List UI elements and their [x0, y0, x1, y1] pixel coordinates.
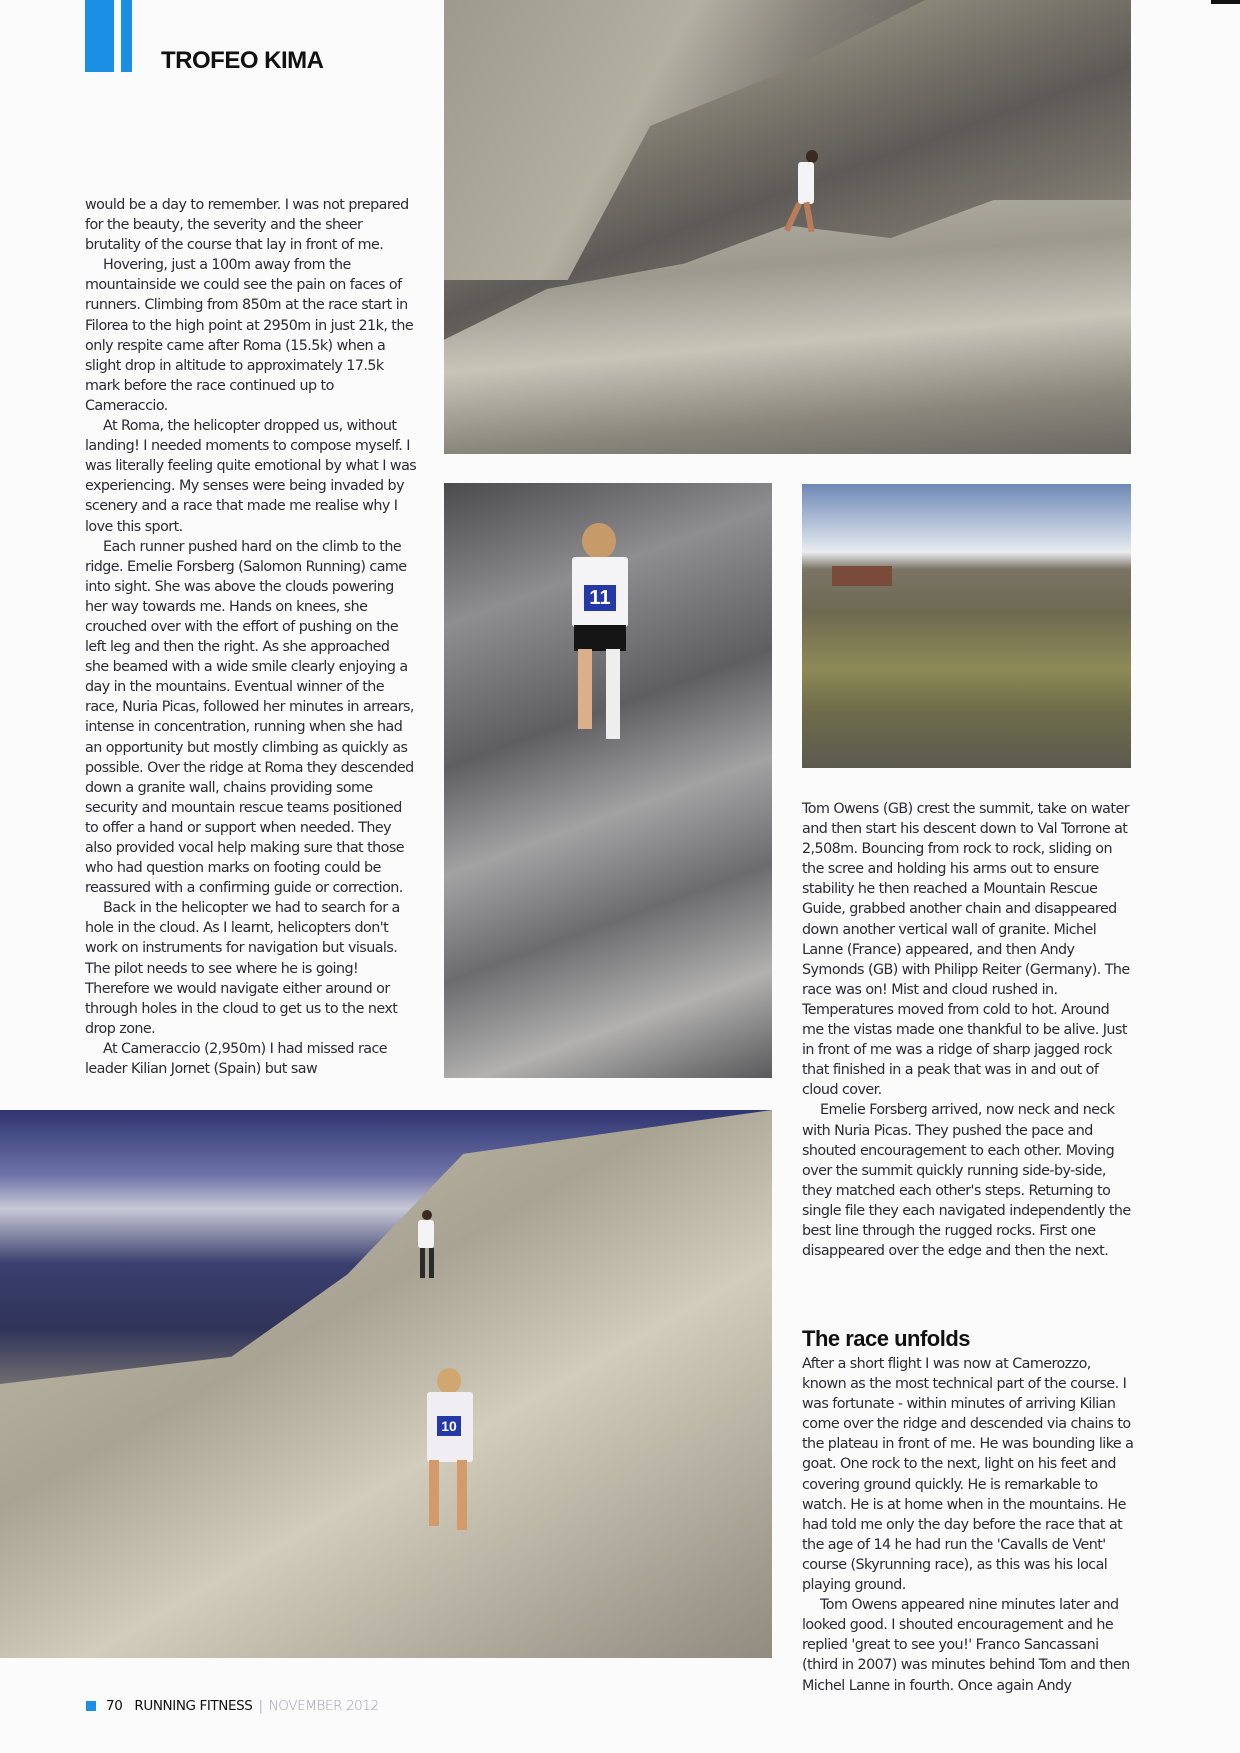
subheading: The race unfolds: [802, 1326, 971, 1351]
paragraph: At Cameraccio (2,950m) I had missed race leader Kilian Jornet (Spain) but saw: [85, 1040, 388, 1078]
article-column-right-upper: [802, 799, 1134, 1261]
paragraph: Tom Owens (GB) crest the summit, take on water and then start his descent down to Val Torrone at 2,508m. Bouncing from rock to rock, sliding on the scree and holding his arms out to ensure stability he then reached a Mountain Rescue Guide, grabbed another chain and disappeared down another vertical wall of granite. Michel Lanne (France) appeared, and then Andy Symonds (GB) with Philipp Reiter (Germany). The race was on! Mist and cloud rushed in. Temperatures moved from cold to hot. Around me the vistas made one thankful to be alive. Just in front of me was a ridge of sharp jagged rock that finished in a peak that was in and out of cloud cover.: [802, 801, 1130, 1099]
runner-figure: [534, 523, 674, 773]
page-edge-mark: [1211, 0, 1240, 4]
paragraph: would be a day to remember. I was not prepared for the beauty, the severity and the sheer brutality of the course that lay in front of me.: [85, 197, 409, 254]
page-footer: [86, 1698, 379, 1714]
photo-runners-rocky-ridge: [0, 1110, 772, 1658]
footer-separator: |: [258, 1698, 263, 1714]
rocky-slope: [0, 1110, 772, 1658]
photo-mountain-hut-plateau: [802, 484, 1131, 768]
photo-female-runner-descending: [444, 483, 772, 1078]
accent-bar-thick: [85, 0, 114, 72]
paragraph: Emelie Forsberg arrived, now neck and neck with Nuria Picas. They pushed the pace and shouted encouragement to each other. Moving over the summit quickly running side-by-side, they matched each other's steps. Returning to single file they each navigated independently the best line through the rugged rocks. First one disappeared over the edge and then the next.: [802, 1102, 1131, 1260]
bib-number: 10: [437, 1416, 461, 1436]
accent-bar-thin: [121, 0, 132, 72]
runner-figure: [784, 150, 824, 250]
article-column-right-lower: [802, 1326, 1134, 1696]
issue-date: NOVEMBER 2012: [268, 1698, 379, 1714]
photo-runner-boulder-field: [444, 0, 1131, 454]
section-title: TROFEO KIMA: [161, 47, 324, 74]
paragraph: Hovering, just a 100m away from the mountainside we could see the pain on faces of runners. Climbing from 850m at the race start in Filorea to the high point at 2950m in just 21k, the only respite came after Roma (15.5k) when a slight drop in altitude to approximately 17.5k mark before the race continued up to Cameraccio.: [85, 257, 414, 414]
mountain-hut: [832, 566, 892, 586]
paragraph: After a short flight I was now at Camerozzo, known as the most technical part of the course. I was fortunate - within minutes of arriving Kilian come over the ridge and descended via chains to the plateau in front of me. He was bounding like a goat. One rock to the next, light on his feet and covering ground quickly. He is remarkable to watch. He is at home when in the mountains. He had told me only the day before the race that at the age of 14 he had run the 'Cavalls de Vent' course (Skyrunning race), as this was his local playing ground.: [802, 1356, 1134, 1594]
paragraph: At Roma, the helicopter dropped us, without landing! I needed moments to compose myself. I was literally feeling quite emotional by what I was experiencing. My senses were being invaded by scenery and a race that made me realise why I love this sport.: [85, 418, 417, 535]
page-number: 70: [106, 1698, 123, 1714]
footer-square-icon: [86, 1701, 96, 1711]
article-column-left: [85, 195, 417, 1079]
runner-figure-distant: [412, 1210, 442, 1285]
paragraph: Each runner pushed hard on the climb to the ridge. Emelie Forsberg (Salomon Running) came into sight. She was above the clouds powering her way towards me. Hands on knees, she crouched over with the effort of pushing on the left leg and then the right. As she approached she beamed with a wide smile clearly enjoying a day in the mountains. Eventual winner of the race, Nuria Picas, followed her minutes in arrears, intense in concentration, running when she had an opportunity but mostly climbing as quickly as possible. Over the ridge at Roma they descended down a granite wall, chains providing some security and mountain rescue teams positioned to offer a hand or support when needed. They also provided vocal help making sure that those who had question marks on footing could be reassured with a confirming guide or correction.: [85, 538, 414, 897]
paragraph: Tom Owens appeared nine minutes later and looked good. I shouted encouragement and he replied 'great to see you!' Franco Sancassani (third in 2007) was minutes behind Tom and then Michel Lanne in fourth. Once again Andy: [802, 1597, 1130, 1694]
bib-number: 11: [584, 585, 616, 611]
magazine-name: RUNNING FITNESS: [134, 1698, 253, 1714]
runner-figure-foreground: [405, 1368, 495, 1538]
paragraph: Back in the helicopter we had to search for a hole in the cloud. As I learnt, helicopters don't work on instruments for navigation but visuals. The pilot needs to see where he is going! Therefore we would navigate either around or through holes in the cloud to get us to the next drop zone.: [85, 900, 400, 1037]
